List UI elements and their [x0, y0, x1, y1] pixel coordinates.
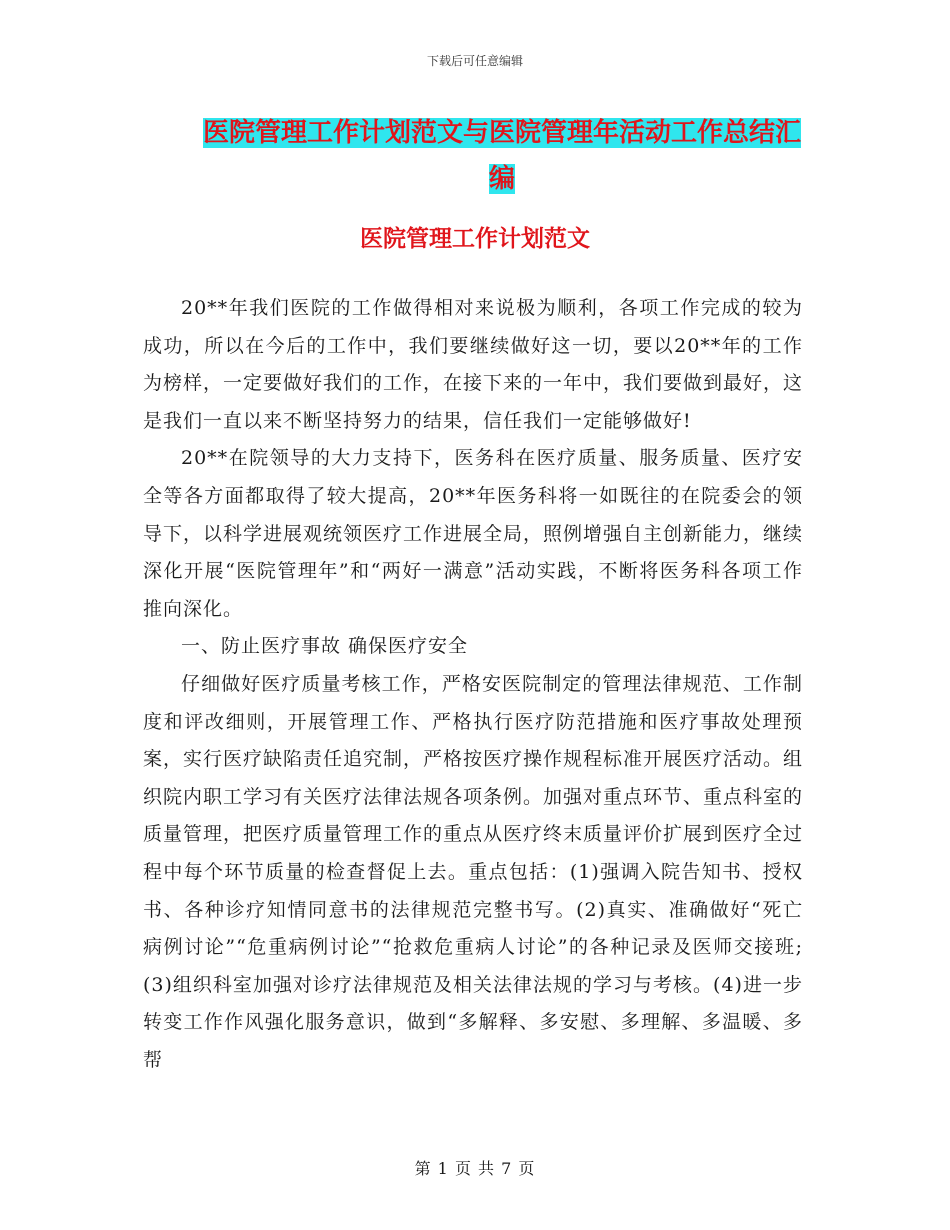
- document-title-text: 医院管理工作计划范文与医院管理年活动工作总结汇编: [202, 118, 801, 194]
- paragraph-2: 20**在院领导的大力支持下，医务科在医疗质量、服务质量、医疗安全等各方面都取得了较大提高，20**年医务科将一如既往的在院委会的领导下，以科学进展观统领医疗工作进展全局，照例增强自主创新能力，继续深化开展“医院管理年”和“两好一满意”活动实践，不断将医务科各项工作推向深化。: [143, 447, 804, 620]
- header-note: 下载后可任意编辑: [426, 54, 523, 68]
- paragraph-1: 20**年我们医院的工作做得相对来说极为顺利，各项工作完成的较为成功，所以在今后的工作中，我们要继续做好这一切，要以20**年的工作为榜样，一定要做好我们的工作，在接下来的一年中，我们要做到最好，这是我们一直以来不断坚持努力的结果，信任我们一定能够做好!: [143, 297, 804, 432]
- section-title: 医院管理工作计划范文: [360, 226, 590, 252]
- page-footer: 第 1 页 共 7 页: [414, 1159, 536, 1178]
- document-title: [192, 110, 812, 202]
- section-heading-1: 一、防止医疗事故 确保医疗安全: [181, 635, 469, 658]
- paragraph-3: 仔细做好医疗质量考核工作，严格安医院制定的管理法律规范、工作制度和评改细则，开展管理工作、严格执行医疗防范措施和医疗事故处理预案，实行医疗缺陷责任追究制，严格按医疗操作规程标准开展医疗活动。组织院内职工学习有关医疗法律法规各项条例。加强对重点环节、重点科室的质量管理，把医疗质量管理工作的重点从医疗终末质量评价扩展到医疗全过程中每个环节质量的检查督促上去。重点包括：(1)强调入院告知书、授权书、各种诊疗知情同意书的法律规范完整书写。(2)真实、准确做好“死亡病例讨论”“危重病例讨论”“抢救危重病人讨论”的各种记录及医师交接班;(3)组织科室加强对诊疗法律规范及相关法律法规的学习与考核。(4)进一步转变工作作风强化服务意识，做到“多解释、多安慰、多理解、多温暖、多帮: [143, 672, 804, 1071]
- document-body: [143, 290, 803, 1079]
